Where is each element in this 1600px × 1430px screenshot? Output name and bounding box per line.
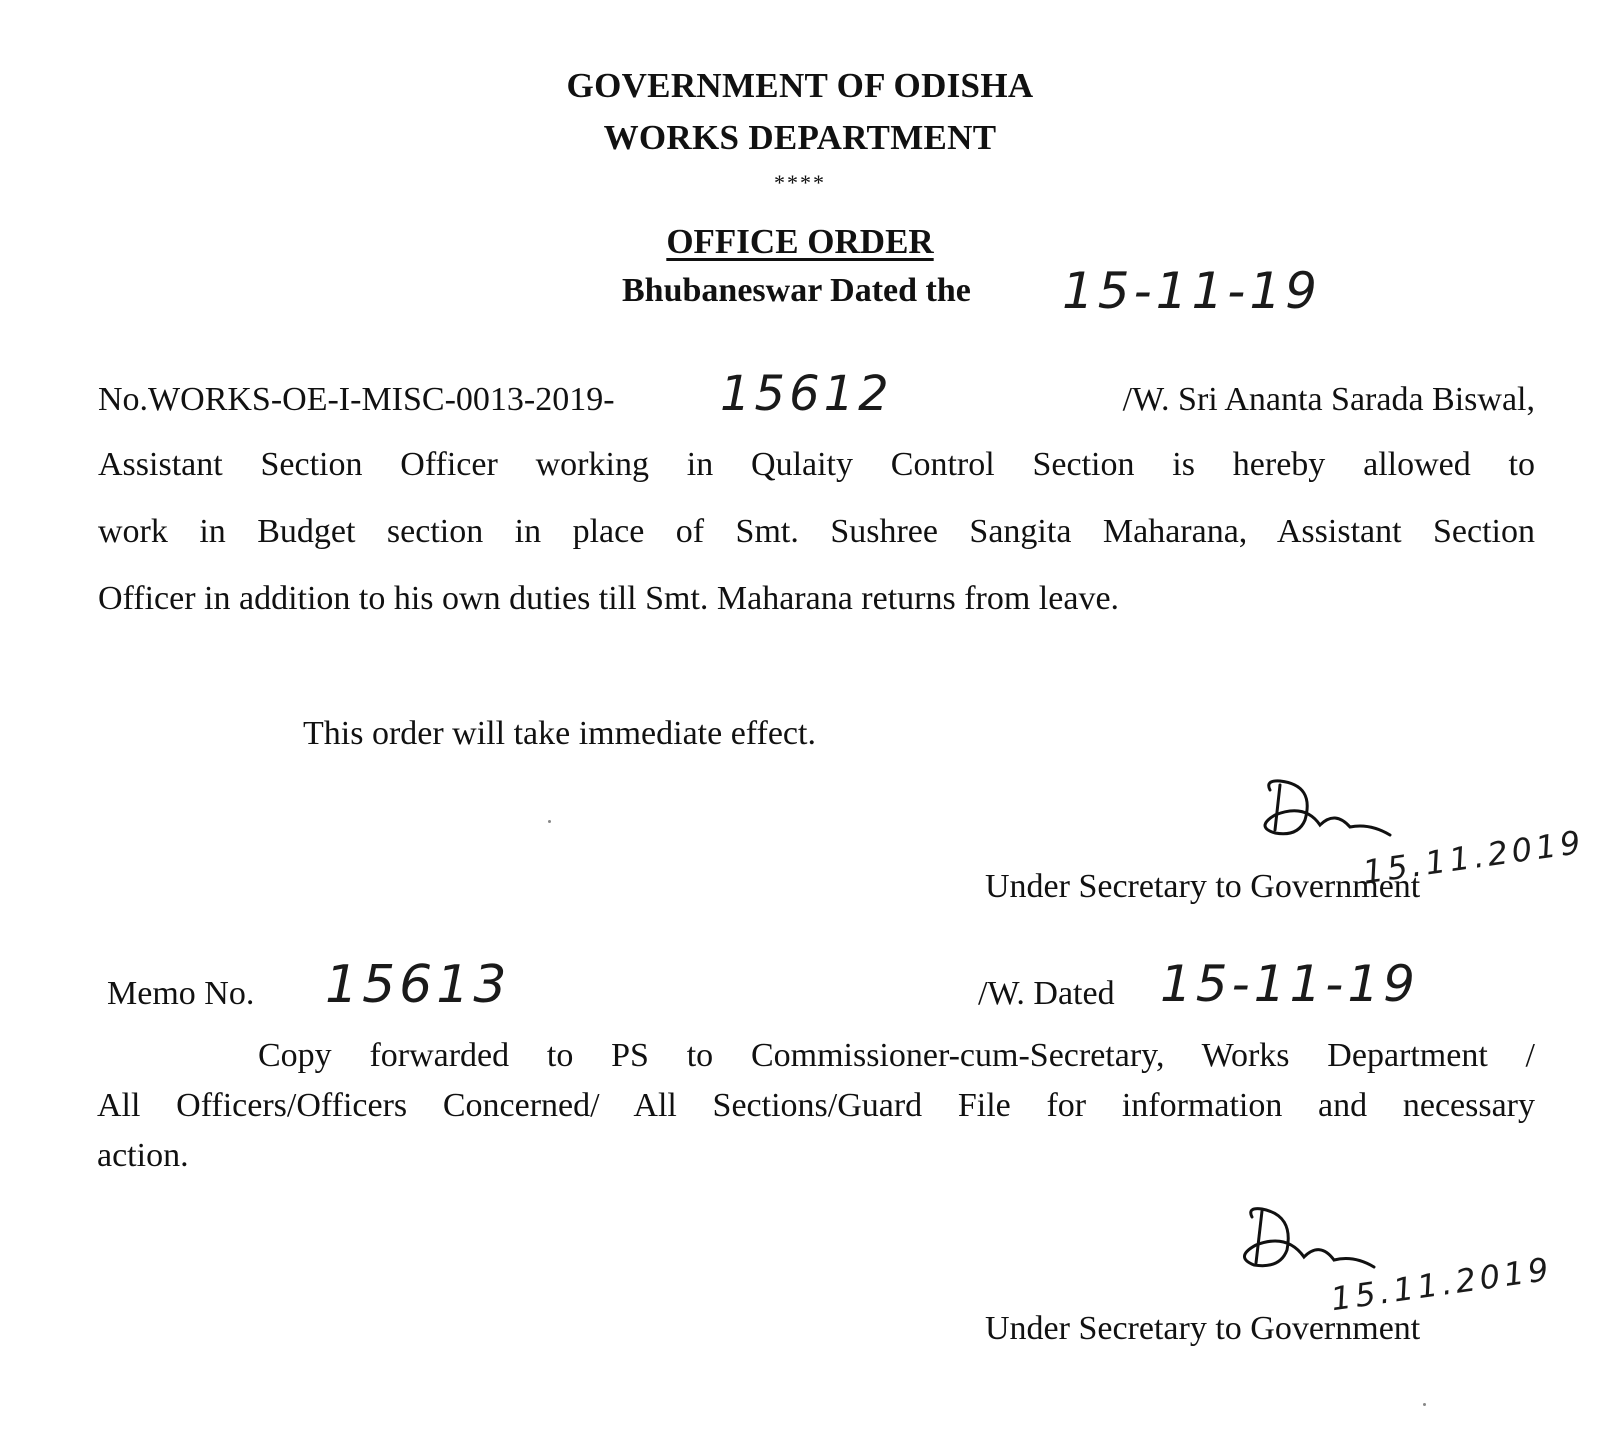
signature1-date-handwritten: 15.11.2019 xyxy=(1360,822,1587,892)
department-heading: WORKS DEPARTMENT xyxy=(603,118,997,157)
memo-dated-label: /W. Dated xyxy=(978,975,1115,1012)
memo-date-handwritten: 15-11-19 xyxy=(1160,955,1419,1013)
scan-speck xyxy=(1423,1403,1426,1406)
order-line1-rest: /W. Sri Ananta Sarada Biswal, xyxy=(1122,381,1535,418)
scan-speck xyxy=(548,820,551,823)
separator-stars: **** xyxy=(774,170,826,195)
effect-statement: This order will take immediate effect. xyxy=(303,715,816,752)
copy-line2: All Officers/Officers Concerned/ All Sections/Guard File for information and necessary xyxy=(97,1087,1535,1124)
office-order-title xyxy=(0,222,1600,262)
government-heading: GOVERNMENT OF ODISHA xyxy=(566,66,1034,105)
place-date-label: Bhubaneswar Dated the xyxy=(622,272,971,309)
order-date-handwritten: 15-11-19 xyxy=(1062,262,1321,320)
signature2-designation: Under Secretary to Government xyxy=(985,1310,1421,1347)
order-body-line4: Officer in addition to his own duties till Smt. Maharana returns from leave. xyxy=(98,580,1120,617)
order-body-line2: Assistant Section Officer working in Qulaity Control Section is hereby allowed to xyxy=(98,446,1535,483)
copy-line3: action. xyxy=(97,1137,189,1174)
order-number-handwritten: 15612 xyxy=(720,366,893,422)
order-body-line3: work in Budget section in place of Smt. Sushree Sangita Maharana, Assistant Section xyxy=(98,513,1535,550)
memo-label: Memo No. xyxy=(107,975,255,1012)
signature1-designation: Under Secretary to Government xyxy=(985,868,1421,905)
signature2-date-handwritten: 15.11.2019 xyxy=(1328,1249,1555,1319)
order-number-prefix: No.WORKS-OE-I-MISC-0013-2019- xyxy=(98,381,615,418)
memo-number-handwritten: 15613 xyxy=(325,955,511,1015)
copy-line1: Copy forwarded to PS to Commissioner-cum-Secretary, Works Department / xyxy=(258,1037,1535,1074)
office-order-title-text: OFFICE ORDER xyxy=(666,222,934,261)
